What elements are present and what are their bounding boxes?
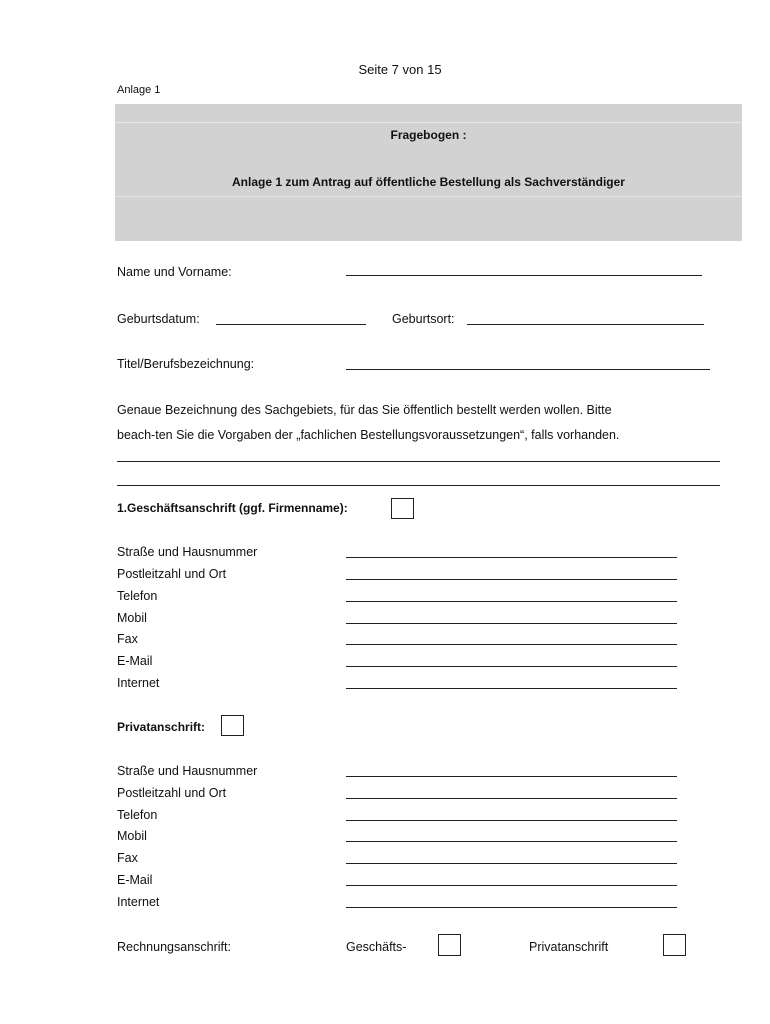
private-street-field[interactable] (346, 776, 677, 777)
billing-address-label: Rechnungsanschrift: (117, 940, 231, 954)
business-mobile-field[interactable] (346, 623, 677, 624)
business-street-label: Straße und Hausnummer (117, 545, 258, 559)
business-fax-field[interactable] (346, 644, 677, 645)
private-address-heading: Privatanschrift: (117, 720, 206, 734)
private-internet-field[interactable] (346, 907, 677, 908)
business-zip-city-label: Postleitzahl und Ort (117, 567, 227, 581)
title-field[interactable] (346, 369, 710, 370)
private-address-checkbox[interactable] (221, 715, 244, 736)
billing-private-option-label: Privatanschrift (529, 940, 609, 954)
field-answer-line2[interactable] (117, 485, 720, 486)
business-street-field[interactable] (346, 557, 677, 558)
business-phone-label: Telefon (117, 589, 158, 603)
private-internet-label: Internet (117, 895, 160, 909)
form-subtitle: Anlage 1 zum Antrag auf öffentliche Bestellung als Sachverständiger (232, 175, 625, 189)
field-description-line2: beach-ten Sie die Vorgaben der „fachlichen Bestellungsvoraussetzungen“, falls vorhanden. (117, 428, 620, 442)
private-zip-city-field[interactable] (346, 798, 677, 799)
private-mobile-field[interactable] (346, 841, 677, 842)
billing-private-checkbox[interactable] (663, 934, 686, 956)
business-email-label: E-Mail (117, 654, 153, 668)
title-label: Titel/Berufsbezeichnung: (117, 357, 255, 371)
private-mobile-label: Mobil (117, 829, 147, 843)
birthplace-field[interactable] (467, 324, 704, 325)
business-phone-field[interactable] (346, 601, 677, 602)
field-answer-line1[interactable] (117, 461, 720, 462)
private-phone-label: Telefon (117, 808, 158, 822)
billing-business-option-label: Geschäfts- (346, 940, 407, 954)
business-mobile-label: Mobil (117, 611, 147, 625)
field-description-line1: Genaue Bezeichnung des Sachgebiets, für das Sie öffentlich bestellt werden wollen. Bitte (117, 403, 612, 417)
banner-band (115, 196, 742, 197)
page-number: Seite 7 von 15 (358, 62, 442, 77)
annex-label: Anlage 1 (117, 84, 161, 96)
private-email-field[interactable] (346, 885, 677, 886)
name-label: Name und Vorname: (117, 265, 232, 279)
business-email-field[interactable] (346, 666, 677, 667)
private-fax-label: Fax (117, 851, 138, 865)
business-address-checkbox[interactable] (391, 498, 414, 519)
business-zip-city-field[interactable] (346, 579, 677, 580)
birthdate-label: Geburtsdatum: (117, 312, 200, 326)
private-phone-field[interactable] (346, 820, 677, 821)
billing-business-checkbox[interactable] (438, 934, 461, 956)
business-internet-label: Internet (117, 676, 160, 690)
private-zip-city-label: Postleitzahl und Ort (117, 786, 227, 800)
banner-band (115, 122, 742, 123)
birthplace-label: Geburtsort: (392, 312, 455, 326)
private-fax-field[interactable] (346, 863, 677, 864)
business-address-heading: 1.Geschäftsanschrift (ggf. Firmenname): (117, 501, 348, 515)
business-fax-label: Fax (117, 632, 138, 646)
private-street-label: Straße und Hausnummer (117, 764, 258, 778)
birthdate-field[interactable] (216, 324, 366, 325)
business-internet-field[interactable] (346, 688, 677, 689)
form-title: Fragebogen : (390, 128, 467, 142)
private-email-label: E-Mail (117, 873, 153, 887)
title-banner (115, 104, 742, 241)
name-field[interactable] (346, 275, 702, 276)
